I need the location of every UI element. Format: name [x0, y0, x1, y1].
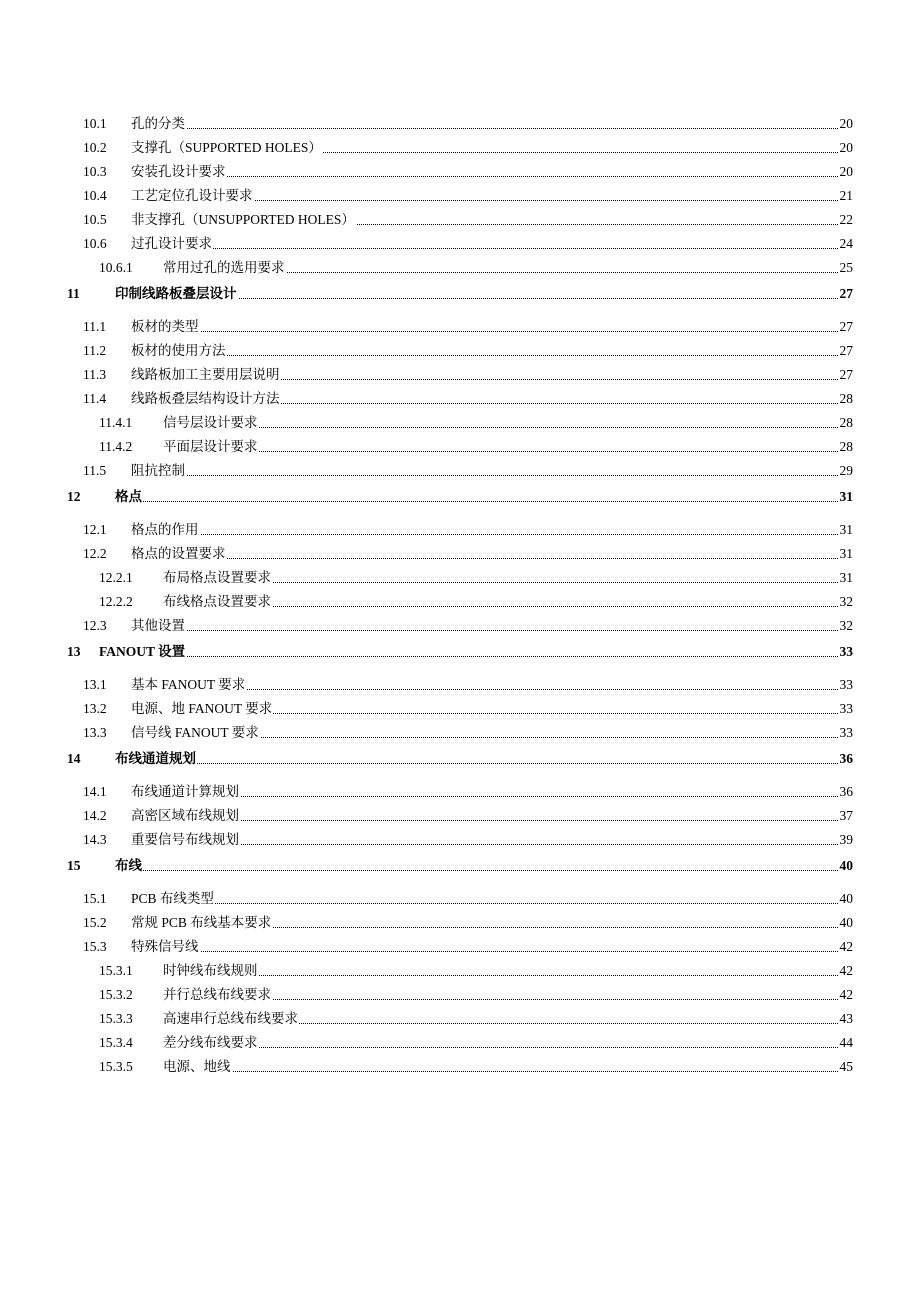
- toc-entry-page: 40: [839, 889, 854, 909]
- dot-leader: [131, 534, 840, 535]
- toc-entry[interactable]: [0, 210, 920, 234]
- toc-entry-title: 高密区域布线规划: [131, 806, 240, 826]
- toc-entry-title: 电源、地 FANOUT 要求: [131, 699, 273, 719]
- toc-entry[interactable]: [0, 317, 920, 341]
- toc-entry-title: 布线通道规划: [115, 749, 197, 769]
- toc-entry-page: 39: [839, 830, 854, 850]
- toc-entry-page: 29: [839, 461, 854, 481]
- dot-leader: [131, 475, 840, 476]
- toc-entry-title: PCB 布线类型: [131, 889, 215, 909]
- toc-entry-number: 10.2: [83, 140, 107, 155]
- toc-entry-title: 信号线 FANOUT 要求: [131, 723, 260, 743]
- toc-entry[interactable]: [0, 723, 920, 747]
- toc-entry-title: 孔的分类: [131, 114, 186, 134]
- toc-entry-page: 31: [839, 487, 854, 507]
- dot-leader: [131, 355, 840, 356]
- dot-leader: [131, 630, 840, 631]
- toc-entry-number: 11.2: [83, 343, 107, 358]
- toc-entry-page: 33: [839, 699, 854, 719]
- toc-entry-number: 11.4.2: [99, 439, 133, 454]
- toc-entry-number: 12: [67, 489, 81, 504]
- toc-entry-title: 常用过孔的选用要求: [163, 258, 286, 278]
- toc-entry-title: 差分线布线要求: [163, 1033, 259, 1053]
- toc-entry-page: 24: [839, 234, 854, 254]
- toc-entry[interactable]: [0, 782, 920, 806]
- toc-entry-title: 电源、地线: [163, 1057, 232, 1077]
- toc-entry-title: 高速串行总线布线要求: [163, 1009, 299, 1029]
- toc-entry-number: 11.5: [83, 463, 107, 478]
- toc-entry-page: 44: [839, 1033, 854, 1053]
- toc-entry-page: 27: [839, 284, 854, 304]
- toc-entry-page: 32: [839, 592, 854, 612]
- dot-leader: [131, 558, 840, 559]
- toc-entry-title: 其他设置: [131, 616, 186, 636]
- toc-entry[interactable]: [0, 461, 920, 485]
- toc-entry[interactable]: [0, 675, 920, 699]
- toc-entry-title: 格点: [115, 487, 143, 507]
- toc-entry[interactable]: [0, 1009, 920, 1033]
- dot-leader: [131, 176, 840, 177]
- toc-entry[interactable]: [0, 258, 920, 282]
- dot-leader: [99, 656, 840, 657]
- toc-entry-page: 21: [839, 186, 854, 206]
- toc-entry-number: 11.3: [83, 367, 107, 382]
- toc-entry[interactable]: [0, 568, 920, 592]
- toc-entry-title: 格点的设置要求: [131, 544, 227, 564]
- toc-entry[interactable]: [0, 341, 920, 365]
- toc-entry-page: 28: [839, 437, 854, 457]
- toc-entry-number: 15.3.1: [99, 963, 133, 978]
- toc-entry-page: 45: [839, 1057, 854, 1077]
- toc-entry[interactable]: [0, 913, 920, 937]
- toc-entry-page: 37: [839, 806, 854, 826]
- toc-entry-number: 14.3: [83, 832, 107, 847]
- toc-entry-number: 14.1: [83, 784, 107, 799]
- toc-entry-number: 11.1: [83, 319, 107, 334]
- toc-entry-page: 43: [839, 1009, 854, 1029]
- dot-leader: [115, 763, 840, 764]
- toc-entry-number: 12.3: [83, 618, 107, 633]
- toc-entry[interactable]: [0, 234, 920, 258]
- toc-entry-page: 32: [839, 616, 854, 636]
- toc-entry-number: 12.1: [83, 522, 107, 537]
- toc-entry-number: 11.4.1: [99, 415, 133, 430]
- toc-entry[interactable]: [0, 544, 920, 568]
- dot-leader: [131, 248, 840, 249]
- toc-entry-title: 常规 PCB 布线基本要求: [131, 913, 272, 933]
- toc-entry[interactable]: [0, 616, 920, 640]
- toc-entry-title: 信号层设计要求: [163, 413, 259, 433]
- toc-entry-title: 非支撑孔（UNSUPPORTED HOLES）: [131, 210, 356, 230]
- toc-entry-title: 重要信号布线规划: [131, 830, 240, 850]
- toc-entry[interactable]: [0, 520, 920, 544]
- toc-entry-page: 31: [839, 520, 854, 540]
- toc-entry-page: 31: [839, 568, 854, 588]
- toc-entry[interactable]: [0, 114, 920, 138]
- toc-entry-number: 13: [67, 644, 81, 659]
- toc-entry-page: 25: [839, 258, 854, 278]
- toc-entry-page: 20: [839, 114, 854, 134]
- toc-entry-title: 支撑孔（SUPPORTED HOLES）: [131, 138, 323, 158]
- toc-chapter[interactable]: [0, 749, 920, 782]
- toc-entry-number: 10.6: [83, 236, 107, 251]
- toc-entry[interactable]: [0, 985, 920, 1009]
- toc-entry-page: 40: [839, 856, 854, 876]
- toc-entry-page: 36: [839, 782, 854, 802]
- toc-entry-number: 13.1: [83, 677, 107, 692]
- dot-leader: [163, 451, 840, 452]
- toc-entry[interactable]: [0, 830, 920, 854]
- toc-chapter[interactable]: [0, 642, 920, 675]
- toc-entry-page: 33: [839, 675, 854, 695]
- toc-entry-page: 33: [839, 642, 854, 662]
- toc-entry-number: 15.3.2: [99, 987, 133, 1002]
- dot-leader: [115, 501, 840, 502]
- dot-leader: [163, 975, 840, 976]
- toc-entry-title: 特殊信号线: [131, 937, 200, 957]
- toc-entry-title: 基本 FANOUT 要求: [131, 675, 246, 695]
- toc-entry-page: 36: [839, 749, 854, 769]
- toc-entry[interactable]: [0, 889, 920, 913]
- toc-entry-number: 15.1: [83, 891, 107, 906]
- toc-entry[interactable]: [0, 365, 920, 389]
- toc-entry-number: 13.3: [83, 725, 107, 740]
- toc-entry-title: 布局格点设置要求: [163, 568, 272, 588]
- toc-entry-page: 20: [839, 138, 854, 158]
- toc-entry[interactable]: [0, 413, 920, 437]
- toc-entry-number: 13.2: [83, 701, 107, 716]
- toc-entry-number: 15.3: [83, 939, 107, 954]
- toc-entry-number: 10.5: [83, 212, 107, 227]
- toc-entry-number: 10.3: [83, 164, 107, 179]
- toc-entry-number: 15: [67, 858, 81, 873]
- toc-entry[interactable]: [0, 1033, 920, 1057]
- toc-entry[interactable]: [0, 162, 920, 186]
- toc-entry-page: 31: [839, 544, 854, 564]
- dot-leader: [131, 331, 840, 332]
- toc-entry-number: 15.3.4: [99, 1035, 133, 1050]
- toc-entry-title: FANOUT 设置: [99, 642, 186, 662]
- toc-entry-title: 并行总线布线要求: [163, 985, 272, 1005]
- toc-entry-number: 10.1: [83, 116, 107, 131]
- toc-entry[interactable]: [0, 389, 920, 413]
- toc-entry-title: 工艺定位孔设计要求: [131, 186, 254, 206]
- toc-entry-title: 板材的类型: [131, 317, 200, 337]
- toc-entry-title: 板材的使用方法: [131, 341, 227, 361]
- toc-entry-page: 28: [839, 389, 854, 409]
- toc-entry-page: 20: [839, 162, 854, 182]
- toc-entry-title: 格点的作用: [131, 520, 200, 540]
- toc-entry[interactable]: [0, 961, 920, 985]
- toc-entry-title: 过孔设计要求: [131, 234, 213, 254]
- toc-entry-title: 布线通道计算规划: [131, 782, 240, 802]
- toc-chapter[interactable]: [0, 284, 920, 317]
- toc-entry-title: 时钟线布线规则: [163, 961, 259, 981]
- dot-leader: [163, 1047, 840, 1048]
- table-of-contents: [0, 114, 920, 1081]
- toc-entry-title: 印制线路板叠层设计: [115, 284, 238, 304]
- toc-entry[interactable]: [0, 186, 920, 210]
- toc-entry-page: 33: [839, 723, 854, 743]
- toc-entry-number: 15.2: [83, 915, 107, 930]
- toc-entry-number: 11: [67, 286, 80, 301]
- toc-entry-page: 27: [839, 317, 854, 337]
- toc-entry[interactable]: [0, 592, 920, 616]
- toc-entry-title: 布线格点设置要求: [163, 592, 272, 612]
- toc-entry-page: 27: [839, 341, 854, 361]
- toc-entry[interactable]: [0, 1057, 920, 1081]
- toc-entry-page: 42: [839, 961, 854, 981]
- toc-entry-number: 10.4: [83, 188, 107, 203]
- dot-leader: [163, 427, 840, 428]
- toc-entry-page: 28: [839, 413, 854, 433]
- toc-entry-page: 42: [839, 985, 854, 1005]
- toc-entry-number: 12.2.2: [99, 594, 133, 609]
- toc-entry[interactable]: [0, 937, 920, 961]
- toc-chapter[interactable]: [0, 856, 920, 889]
- toc-entry-title: 平面层设计要求: [163, 437, 259, 457]
- toc-entry-number: 12.2.1: [99, 570, 133, 585]
- toc-entry-number: 15.3.5: [99, 1059, 133, 1074]
- toc-entry-title: 安装孔设计要求: [131, 162, 227, 182]
- toc-entry-number: 11.4: [83, 391, 107, 406]
- toc-entry-title: 线路板加工主要用层说明: [131, 365, 281, 385]
- toc-entry[interactable]: [0, 138, 920, 162]
- toc-entry[interactable]: [0, 806, 920, 830]
- toc-entry-page: 40: [839, 913, 854, 933]
- toc-entry-number: 15.3.3: [99, 1011, 133, 1026]
- toc-entry-title: 阻抗控制: [131, 461, 186, 481]
- toc-chapter[interactable]: [0, 487, 920, 520]
- dot-leader: [131, 951, 840, 952]
- dot-leader: [131, 903, 840, 904]
- toc-entry-number: 14: [67, 751, 81, 766]
- toc-entry-page: 22: [839, 210, 854, 230]
- toc-entry-page: 27: [839, 365, 854, 385]
- toc-entry-number: 14.2: [83, 808, 107, 823]
- dot-leader: [115, 870, 840, 871]
- toc-entry[interactable]: [0, 437, 920, 461]
- toc-entry-number: 12.2: [83, 546, 107, 561]
- toc-entry-number: 10.6.1: [99, 260, 133, 275]
- dot-leader: [131, 128, 840, 129]
- toc-entry-title: 布线: [115, 856, 143, 876]
- toc-entry[interactable]: [0, 699, 920, 723]
- toc-entry-title: 线路板叠层结构设计方法: [131, 389, 281, 409]
- toc-entry-page: 42: [839, 937, 854, 957]
- dot-leader: [163, 1071, 840, 1072]
